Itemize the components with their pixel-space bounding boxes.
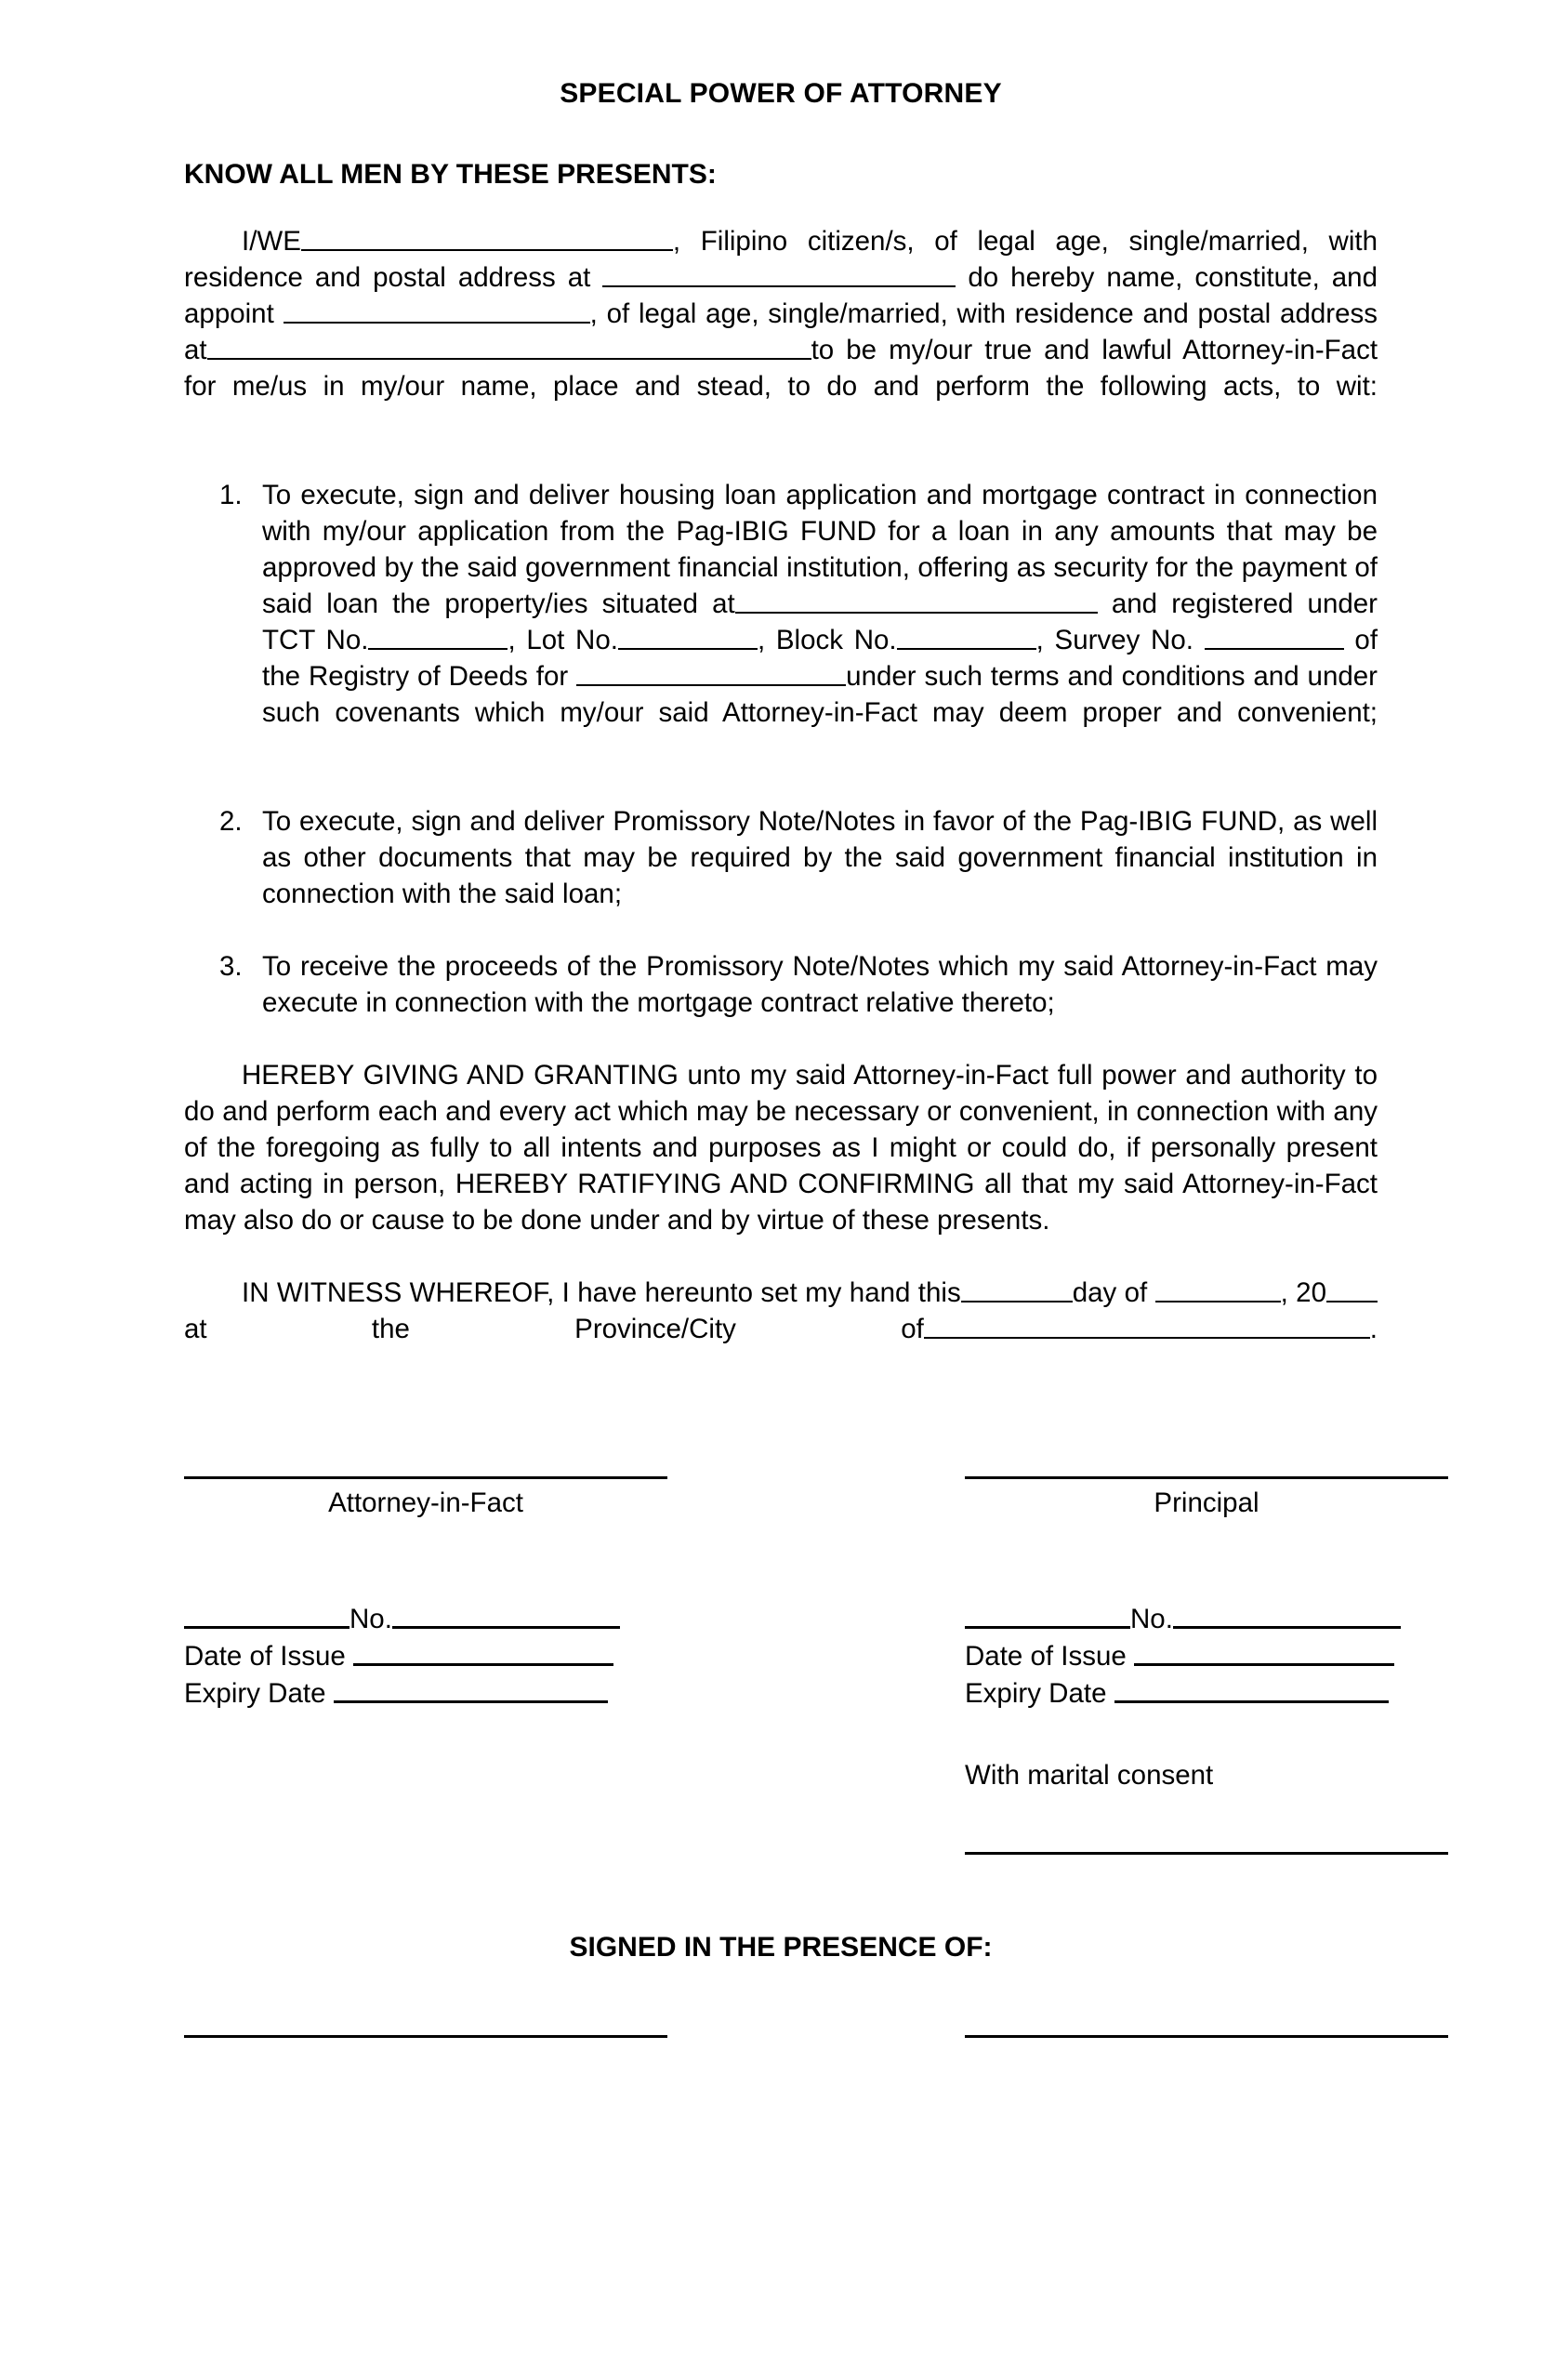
agent-name-blank[interactable] bbox=[284, 297, 590, 324]
act-1-text-part5: , Survey No. bbox=[1035, 625, 1193, 655]
attorney-in-fact-caption: Attorney-in-Fact bbox=[328, 1488, 523, 1518]
witness-1-block bbox=[184, 2035, 781, 2038]
act-1-text-part4: , Block No. bbox=[757, 625, 897, 655]
registry-of-deeds-blank[interactable] bbox=[576, 659, 846, 686]
preamble-closing: true and lawful Attorney-in-Fact for me/us in my/our name, place and stead, to do and perform the following acts, to wit: bbox=[184, 335, 1378, 402]
signed-in-presence-heading: SIGNED IN THE PRESENCE OF: bbox=[569, 1932, 993, 1963]
salutation-heading: KNOW ALL MEN BY THESE PRESENTS: bbox=[184, 159, 717, 190]
document-body bbox=[184, 0, 1378, 2038]
list-item bbox=[184, 477, 1378, 767]
signature-row bbox=[184, 1476, 1378, 1521]
principal-date-of-issue-line bbox=[965, 1638, 1378, 1675]
attorney-expiry-date-line bbox=[184, 1675, 781, 1712]
act-number: 1. bbox=[219, 480, 243, 510]
witness-text-part2: day of bbox=[1072, 1277, 1148, 1308]
province-city-blank[interactable] bbox=[924, 1312, 1370, 1339]
witness-text-part5: . bbox=[1369, 1314, 1378, 1344]
id-no-label: No. bbox=[349, 1604, 392, 1634]
act-1-text-part1: To execute, sign and deliver housing loan application and mortgage contract in connection with my/our application from the Pag-IBIG FUND for a loan in any amounts that may be approved by the said government financial institution, offering as security for the payment of said loan the property/ies situated at bbox=[262, 480, 1378, 619]
agent-address-blank[interactable] bbox=[207, 333, 811, 360]
preamble-text-3: , of legal age, single/married, with residence and postal bbox=[589, 298, 1272, 329]
expiry-date-label: Expiry Date bbox=[184, 1678, 326, 1709]
marital-consent-label: With marital consent bbox=[965, 1760, 1214, 1791]
preamble-text-4: to be my/our bbox=[811, 335, 973, 365]
attorney-in-fact-signature-line[interactable] bbox=[184, 1476, 667, 1479]
acts-list bbox=[184, 477, 1378, 1021]
list-item bbox=[184, 803, 1378, 912]
witness-text-part3: , 20 bbox=[1280, 1277, 1326, 1308]
iwe-label: I/WE bbox=[242, 226, 301, 257]
attorney-date-of-issue-blank[interactable] bbox=[353, 1638, 613, 1666]
act-2-text: To execute, sign and deliver Promissory Note/Notes in favor of the Pag-IBIG FUND, as well as other documents that may be required by the said government financial institution in connection with the said loan; bbox=[262, 806, 1378, 909]
preamble-text-1: , Filipino citizen/s, of legal age, single/married, with residence and postal address at bbox=[184, 226, 1378, 293]
attorney-in-fact-signature-block bbox=[184, 1476, 781, 1521]
principal-signature-block bbox=[781, 1476, 1378, 1521]
attorney-date-of-issue-line bbox=[184, 1638, 781, 1675]
date-of-issue-label: Date of Issue bbox=[184, 1641, 346, 1672]
year-blank[interactable] bbox=[1326, 1276, 1378, 1302]
marital-consent-block bbox=[781, 1758, 1378, 1855]
property-location-blank[interactable] bbox=[735, 587, 1098, 614]
id-info-row bbox=[184, 1601, 1378, 1712]
block-no-blank[interactable] bbox=[897, 623, 1036, 650]
attorney-id-no-line bbox=[184, 1601, 781, 1638]
principal-caption: Principal bbox=[1154, 1488, 1259, 1518]
preamble-text-2: do hereby name, constitute, and appoint bbox=[184, 262, 1378, 329]
witness-2-block bbox=[781, 2035, 1378, 2038]
preamble-paragraph bbox=[184, 223, 1378, 441]
month-blank[interactable] bbox=[1155, 1276, 1281, 1302]
granting-clause-text: HEREBY GIVING AND GRANTING unto my said Attorney-in-Fact full power and authority to do and perform each and every act which may be necessary or convenient, in connection with any of the foregoing as fully to all intents and purposes as I might or could do, if personally present and acting in person, HEREBY RATIFYING AND CONFIRMING all that my said Attorney-in-Fact may also do or cause to be done under and by virtue of these presents. bbox=[184, 1060, 1378, 1236]
attorney-in-fact-id-block bbox=[184, 1601, 781, 1712]
witness-1-signature-line[interactable] bbox=[184, 2035, 667, 2038]
id-no-label: No. bbox=[1130, 1604, 1173, 1634]
witness-text-part4: at the Province/City of bbox=[184, 1314, 924, 1344]
tct-no-blank[interactable] bbox=[368, 623, 508, 650]
act-number: 3. bbox=[219, 951, 243, 982]
principal-signature-line[interactable] bbox=[965, 1476, 1448, 1479]
marital-consent-row bbox=[184, 1758, 1378, 1855]
witness-signature-row bbox=[184, 2035, 1378, 2038]
principal-expiry-date-line bbox=[965, 1675, 1378, 1712]
page-title: SPECIAL POWER OF ATTORNEY bbox=[560, 78, 1002, 109]
granting-clause-paragraph bbox=[184, 1057, 1378, 1238]
principal-expiry-date-blank[interactable] bbox=[1114, 1675, 1389, 1703]
marital-consent-signature-line[interactable] bbox=[965, 1852, 1448, 1855]
list-gap bbox=[184, 767, 1378, 803]
list-gap bbox=[184, 912, 1378, 948]
principal-id-no-line bbox=[965, 1601, 1378, 1638]
list-item bbox=[184, 948, 1378, 1021]
lot-no-blank[interactable] bbox=[618, 623, 758, 650]
principal-id-no-blank[interactable] bbox=[1173, 1601, 1401, 1629]
attorney-expiry-date-blank[interactable] bbox=[334, 1675, 608, 1703]
principal-id-block bbox=[781, 1601, 1378, 1712]
act-1-text-part2: and registered under TCT No. bbox=[262, 588, 1378, 655]
act-1-text-part6: of the Registry of Deeds for bbox=[262, 625, 1378, 692]
act-1-text-part3: , Lot No. bbox=[508, 625, 618, 655]
marital-consent-spacer bbox=[184, 1758, 781, 1855]
survey-no-blank[interactable] bbox=[1205, 623, 1344, 650]
principal-date-of-issue-blank[interactable] bbox=[1134, 1638, 1394, 1666]
act-number: 2. bbox=[219, 806, 243, 837]
date-of-issue-label: Date of Issue bbox=[965, 1641, 1127, 1672]
day-blank[interactable] bbox=[961, 1276, 1073, 1302]
address-at-label: address at bbox=[184, 298, 1378, 365]
principal-name-blank[interactable] bbox=[301, 224, 673, 251]
principal-address-blank[interactable] bbox=[602, 260, 956, 287]
attorney-id-no-blank[interactable] bbox=[392, 1601, 620, 1629]
expiry-date-label: Expiry Date bbox=[965, 1678, 1107, 1709]
witness-clause-paragraph bbox=[184, 1275, 1378, 1383]
attorney-id-type-blank[interactable] bbox=[184, 1601, 349, 1629]
principal-id-type-blank[interactable] bbox=[965, 1601, 1130, 1629]
witness-text-part1: IN WITNESS WHEREOF, I have hereunto set my hand this bbox=[242, 1277, 961, 1308]
act-1-text-part7: under such terms and conditions and under such covenants which my/our said Attorney-in-Fact may deem proper and convenient; bbox=[262, 661, 1378, 728]
witness-2-signature-line[interactable] bbox=[965, 2035, 1448, 2038]
act-3-text: To receive the proceeds of the Promissory Note/Notes which my said Attorney-in-Fact may execute in connection with the mortgage contract relative thereto; bbox=[262, 951, 1378, 1018]
